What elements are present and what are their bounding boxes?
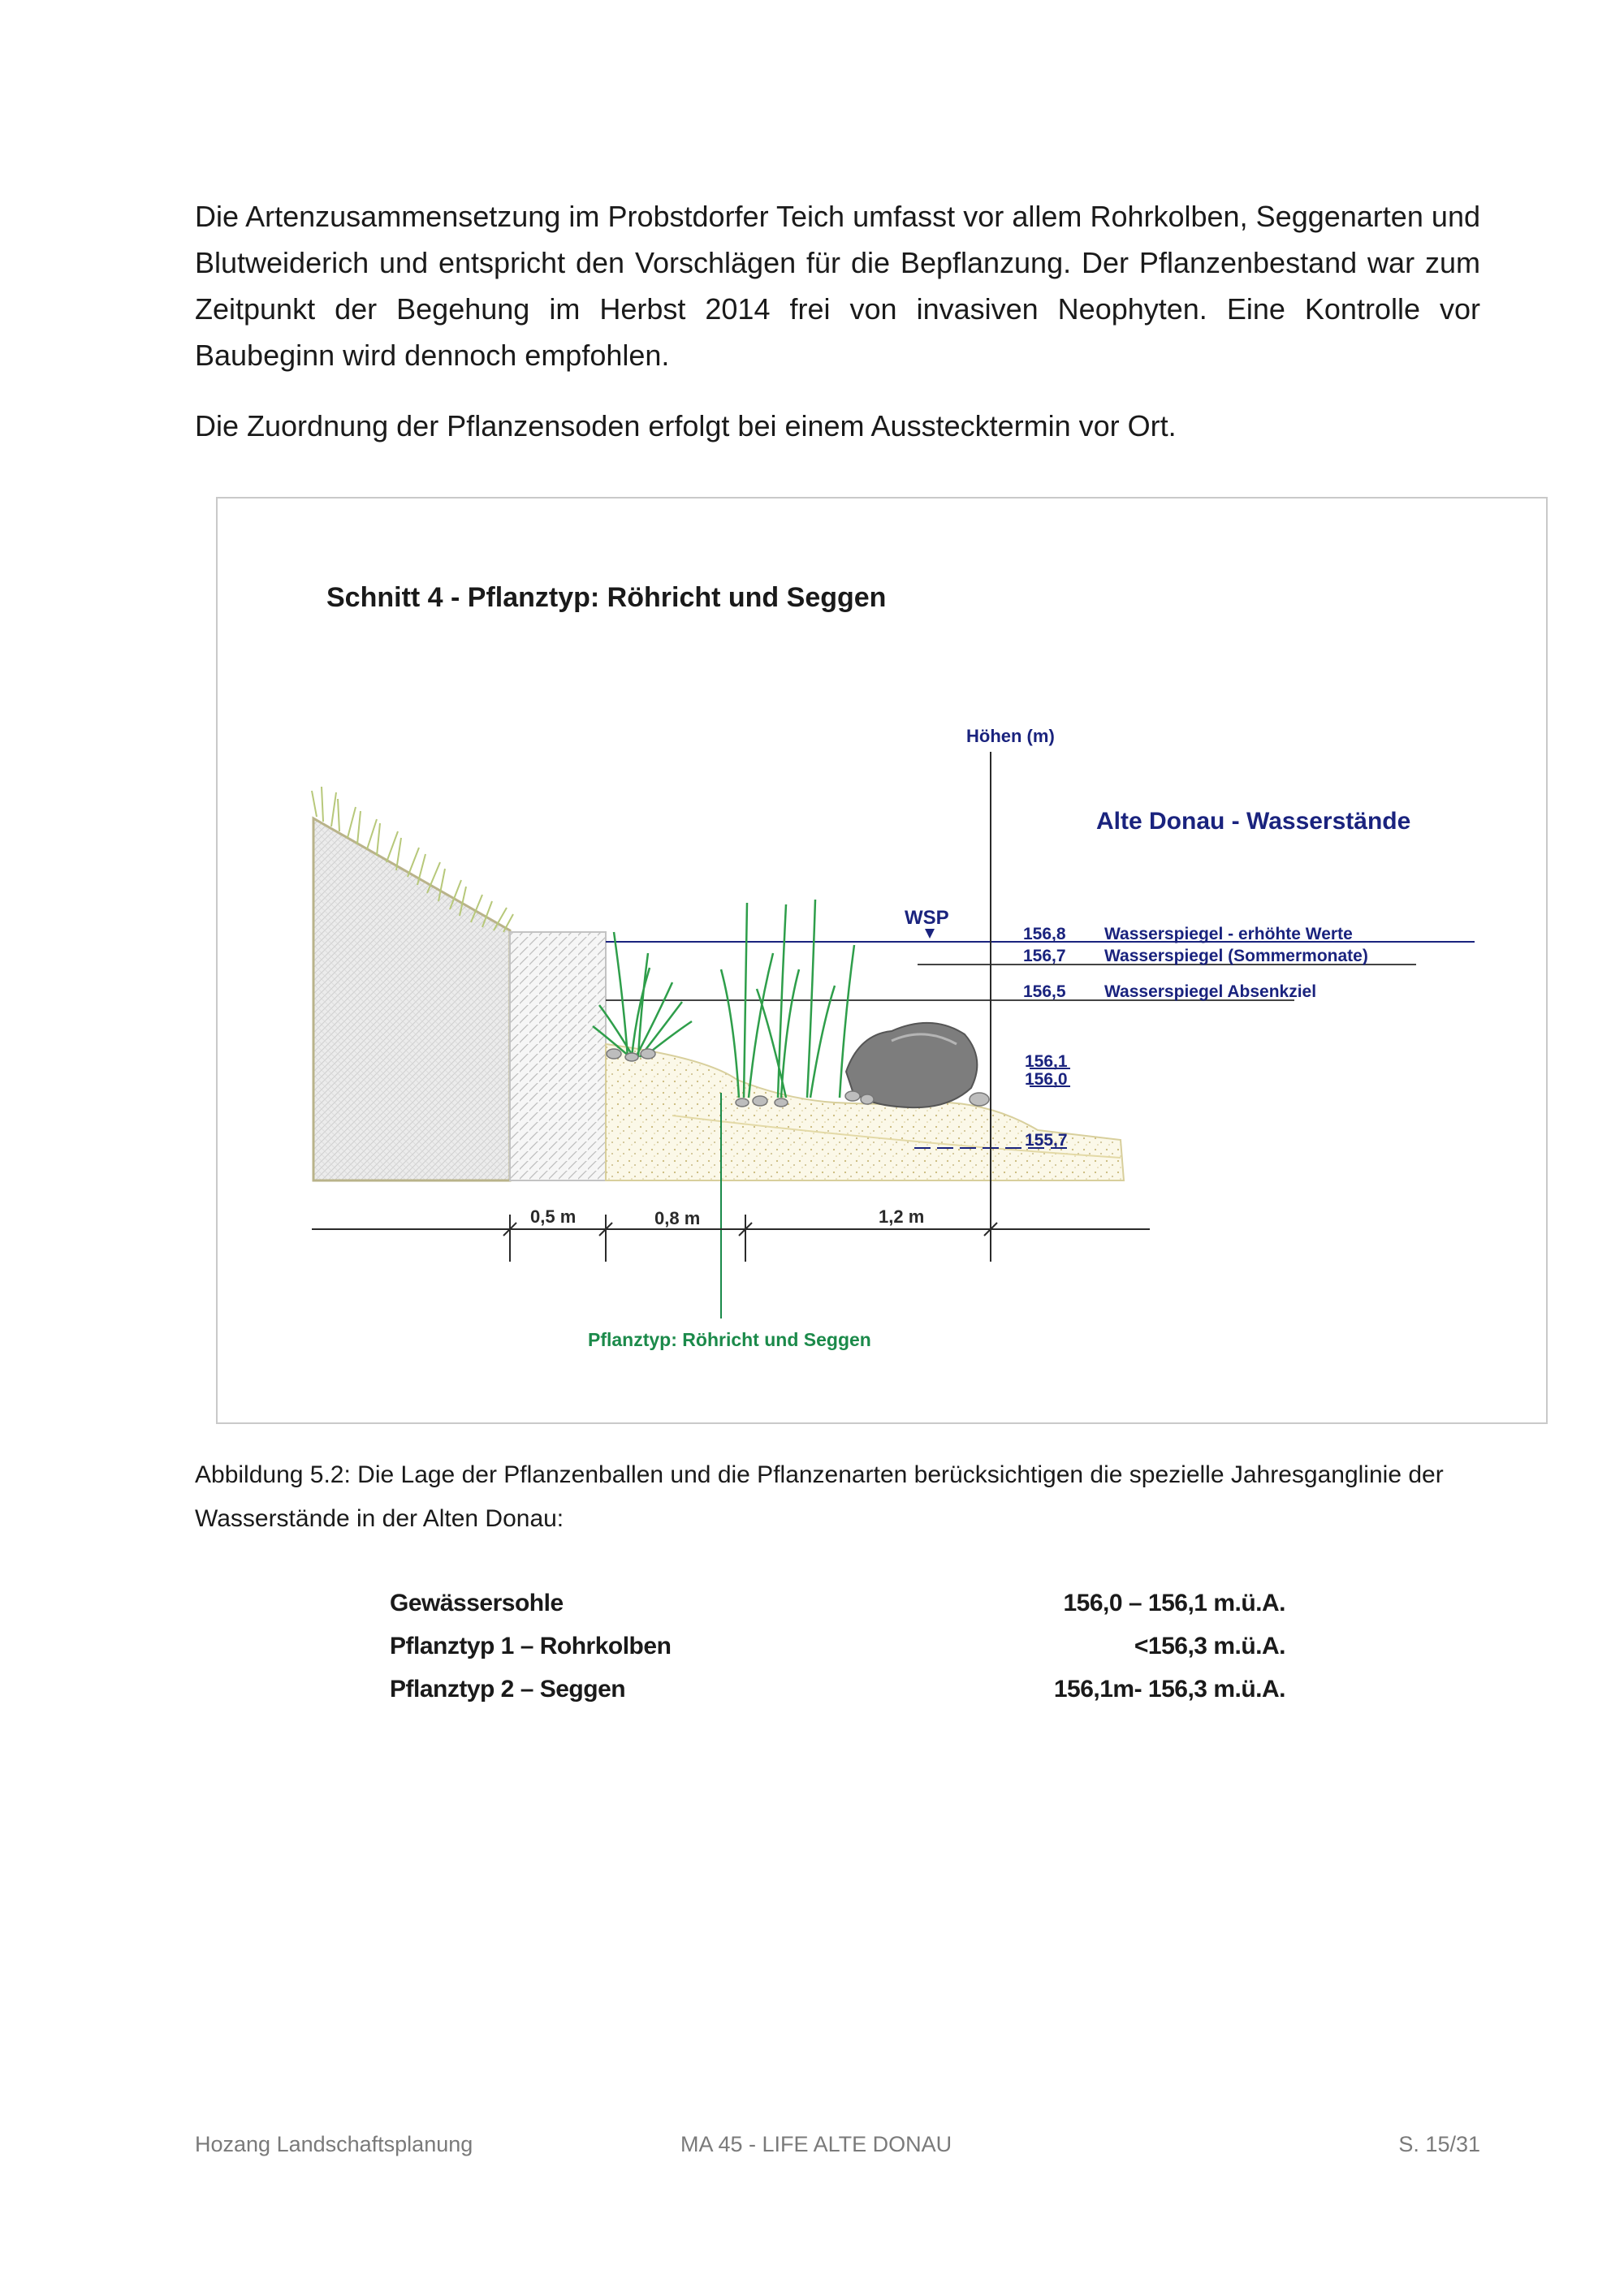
figure-title: Schnitt 4 - Pflanztyp: Röhricht und Seggen — [326, 582, 887, 613]
wsp-label: WSP — [905, 907, 949, 929]
water-levels-table — [390, 1582, 1285, 1711]
cross-section-drawing — [218, 498, 1549, 1426]
footer-project: MA 45 - LIFE ALTE DONAU — [680, 2132, 952, 2156]
level-label: Wasserspiegel Absenkziel — [1104, 982, 1317, 1001]
table-row — [390, 1582, 1285, 1625]
level-name: Pflanztyp 1 – Rohrkolben — [390, 1632, 672, 1659]
level-range: 156,0 – 156,1 m.ü.A. — [1063, 1589, 1285, 1616]
footer-company: Hozang Landschaftsplanung — [195, 2132, 473, 2156]
dimension-label: 1,2 m — [879, 1206, 925, 1227]
level-range: 156,1m- 156,3 m.ü.A. — [1053, 1675, 1285, 1703]
level-value: 156,7 — [1023, 947, 1066, 965]
level-value: 156,5 — [1023, 982, 1066, 1001]
plant-type-label: Pflanztyp: Röhricht und Seggen — [588, 1329, 871, 1350]
placement-paragraph: Die Zuordnung der Pflanzensoden erfolgt bei einem Ausstecktermin vor Ort. — [195, 409, 1177, 442]
reed-plant-icon — [721, 900, 854, 1098]
water-level-marker-icon — [925, 929, 935, 939]
level-value: 156,8 — [1023, 925, 1066, 943]
elevation-label: 156,0 — [1025, 1070, 1068, 1089]
elevation-label: 155,7 — [1025, 1131, 1068, 1150]
sedge-plant-icon — [593, 932, 692, 1057]
dimension-label: 0,8 m — [654, 1208, 701, 1228]
footer-page-number: S. 15/31 — [1398, 2132, 1480, 2156]
level-range: <156,3 m.ü.A. — [1134, 1632, 1285, 1659]
table-row — [390, 1625, 1285, 1668]
height-axis-label: Höhen (m) — [966, 726, 1055, 746]
stone-wall — [313, 818, 510, 1180]
water-levels-subtitle: Alte Donau - Wasserstände — [1096, 808, 1411, 835]
dimension-label: 0,5 m — [530, 1206, 577, 1227]
elevation-label: 156,1 — [1025, 1052, 1068, 1071]
level-label: Wasserspiegel - erhöhte Werte — [1104, 925, 1353, 943]
hatched-block — [510, 932, 606, 1180]
table-row — [390, 1668, 1285, 1711]
level-name: Pflanztyp 2 – Seggen — [390, 1675, 626, 1703]
intro-paragraph: Die Artenzusammensetzung im Probstdorfer Teich umfasst vor allem Rohrkolben, Seggenarten und Blutweiderich und entspricht den Vorschlägen für die Bepflanzung. Der Pflanzenbestand war zum Zeitpunkt der Begehung im Herbst 2014 frei von invasiven Neophyten. Eine Kontrolle vor Baubeginn wird dennoch empfohlen. — [195, 200, 1480, 372]
level-label: Wasserspiegel (Sommermonate) — [1104, 947, 1368, 965]
figure-caption: Abbildung 5.2: Die Lage der Pflanzenballen und die Pflanzenarten berücksichtigen die spezielle Jahresganglinie der Wasserstände in der Alten Donau: — [195, 1461, 1444, 1532]
cross-section-figure — [216, 497, 1548, 1424]
level-name: Gewässersohle — [390, 1589, 564, 1616]
